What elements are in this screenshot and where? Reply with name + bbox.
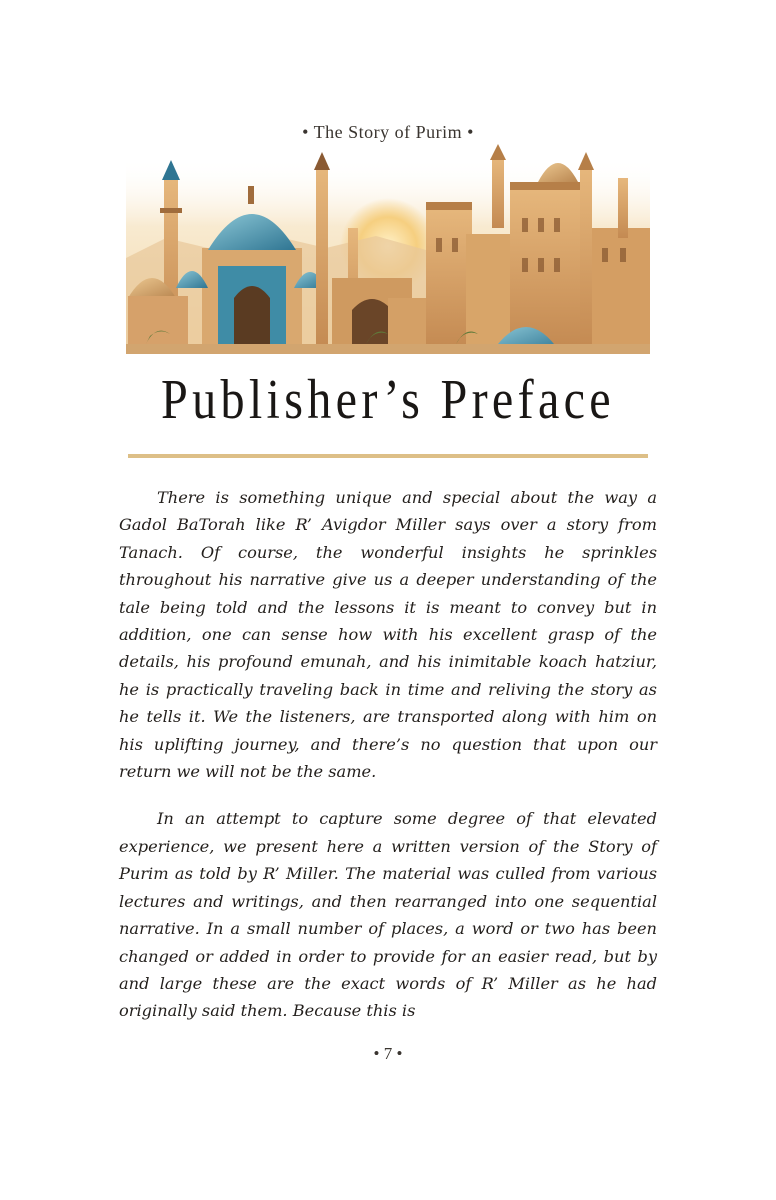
page-title: Publisher’s Preface (161, 369, 615, 431)
page-number: • 7 • (373, 1044, 403, 1063)
paragraph: In an attempt to capture some degree of that elevated experience, we present here a written version of the Story of Purim as told by R’ Miller. The material was culled from various lectures and writings, and then rearranged into one sequential narrative. In a small number of places, a word or two has been changed or added in order to provide for an easier read, but by and large these are the exact words of R’ Miller as he had originally said them. Because this is (119, 809, 657, 1021)
body-text (119, 484, 657, 1045)
title-divider (128, 454, 648, 458)
paragraph: There is something unique and special about the way a Gadol BaTorah like R’ Avigdor Miller says over a story from Tanach. Of course, the wonderful insights he sprinkles throughout his narrative give us a deeper understanding of the tale being told and the lessons it is meant to convey but in addition, one can sense how with his excellent grasp of the details, his profound emunah, and his inimitable koach hatziur, he is practically traveling back in time and reliving the story as he tells it. We the listeners, are transported along with him on his uplifting journey, and there’s no question that upon our return we will not be the same. (119, 488, 657, 782)
persian-city-skyline-icon (126, 138, 650, 354)
running-header: • The Story of Purim • (302, 122, 474, 142)
